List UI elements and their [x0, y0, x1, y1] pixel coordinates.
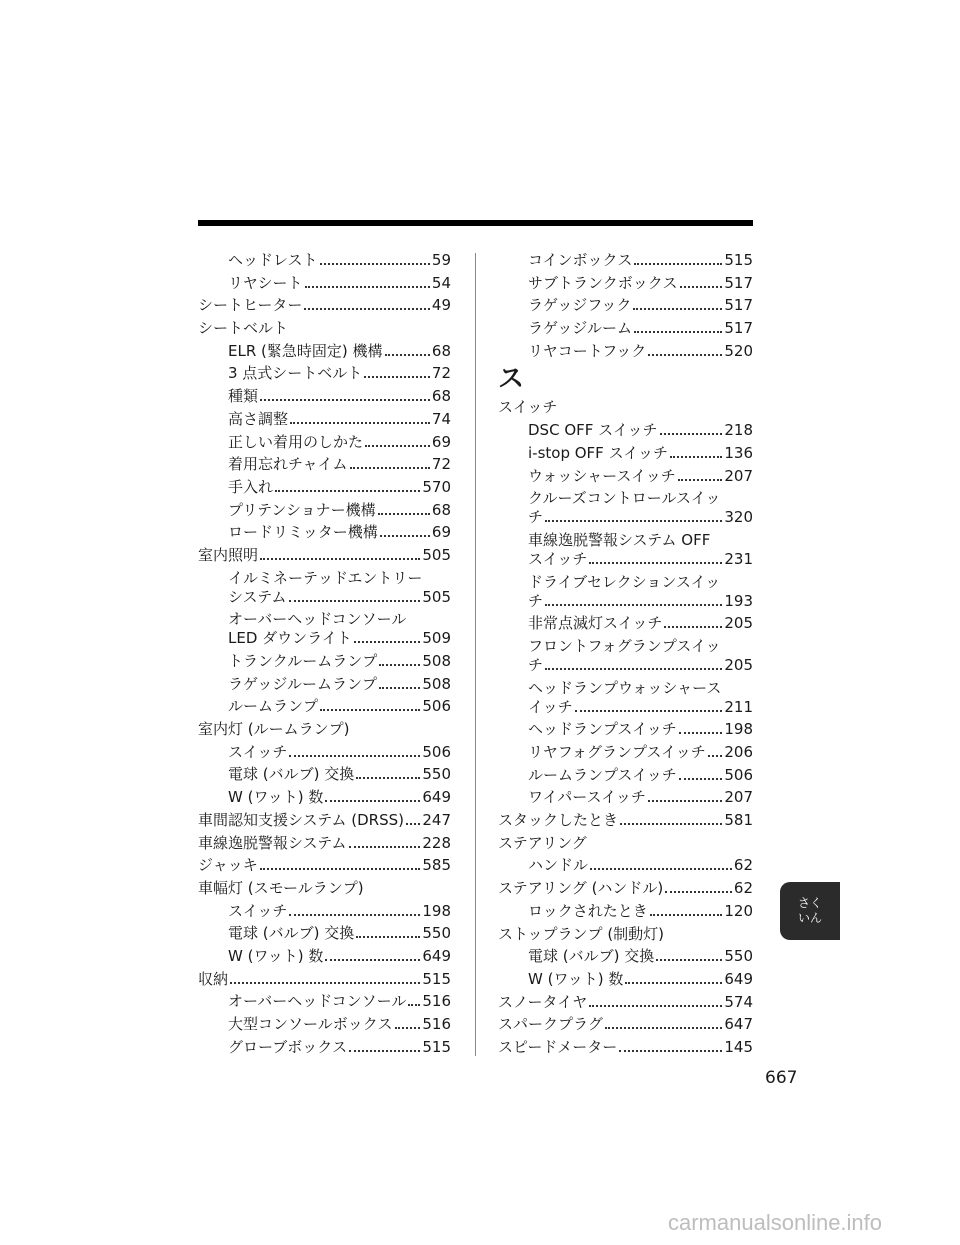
dot-leader	[305, 286, 430, 288]
dot-leader	[589, 562, 722, 564]
dot-leader	[670, 456, 722, 458]
entry-label: DSC OFF スイッチ	[528, 421, 658, 440]
entry-label: 着用忘れチャイム	[228, 455, 348, 474]
entry-page-number[interactable]: 218	[724, 421, 753, 440]
entry-label: サブトランクボックス	[528, 273, 678, 292]
entry-page-number[interactable]: 198	[422, 901, 451, 920]
entry-label: リヤコートフック	[528, 341, 647, 360]
dot-leader	[619, 1050, 722, 1052]
dot-leader	[304, 308, 430, 310]
index-entry	[198, 342, 451, 361]
entry-label: 種類	[228, 387, 259, 406]
dot-leader	[665, 891, 732, 893]
entry-label-line1: 車線逸脱警報システム OFF	[528, 530, 711, 549]
page-number: 667	[765, 1068, 798, 1088]
index-column-right	[498, 251, 753, 1061]
entry-page-number[interactable]: 68	[431, 387, 451, 406]
entry-page-number[interactable]: 205	[724, 655, 753, 674]
entry-label: シートヒーター	[198, 296, 303, 315]
entry-label: ステアリング (ハンドル)	[498, 879, 664, 898]
dot-leader	[545, 520, 722, 522]
index-entry	[198, 610, 451, 648]
entry-label: スノータイヤ	[498, 992, 588, 1011]
index-entry	[498, 573, 753, 611]
entry-label-line1: イルミネーテッドエントリー	[228, 568, 423, 587]
dot-leader	[320, 263, 430, 265]
entry-label: コインボックス	[528, 251, 633, 269]
entry-page-number[interactable]: 515	[724, 251, 753, 269]
entry-page-number[interactable]: 520	[724, 341, 753, 360]
entry-page-number[interactable]: 515	[422, 1037, 451, 1056]
entry-label: ELR (緊急時固定) 機構	[228, 341, 383, 360]
index-entry	[498, 970, 753, 989]
entry-label: ウォッシャースイッチ	[528, 466, 676, 485]
entry-label: ジャッキ	[198, 856, 258, 875]
entry-label-line1: ドライブセレクションスイッ	[528, 572, 721, 591]
dot-leader	[350, 467, 430, 469]
entry-page-number[interactable]: 505	[422, 545, 451, 564]
entry-page-number[interactable]: 205	[724, 614, 753, 633]
entry-label: 室内灯 (ルームランプ)	[198, 720, 350, 739]
index-entry	[198, 652, 451, 671]
index-entry	[198, 924, 451, 943]
index-entry	[198, 387, 451, 406]
entry-page-number[interactable]: 517	[724, 319, 753, 338]
dot-leader	[349, 846, 421, 848]
entry-page-number[interactable]: 120	[724, 901, 753, 920]
entry-label: スイッチ	[528, 549, 588, 568]
index-entry	[498, 531, 753, 569]
index-entry	[198, 1038, 451, 1057]
index-entry	[498, 879, 753, 898]
entry-label: トランクルームランプ	[228, 652, 378, 670]
entry-page-number[interactable]: 505	[422, 587, 451, 606]
entry-label: グローブボックス	[228, 1037, 348, 1056]
entry-label: 正しい着用のしかた	[228, 432, 364, 451]
index-entry	[498, 679, 753, 717]
entry-page-number[interactable]: 62	[733, 856, 753, 875]
entry-page-number[interactable]: 59	[431, 251, 451, 269]
entry-page-number[interactable]: 550	[422, 924, 451, 943]
entry-label: 電球 (バルブ) 交換	[228, 924, 355, 943]
index-entry	[498, 902, 753, 921]
index-entry	[198, 546, 451, 565]
dot-leader	[380, 535, 430, 537]
index-entry	[198, 410, 451, 429]
entry-label: 収納	[198, 969, 229, 988]
entry-label: チ	[528, 508, 544, 527]
index-entry	[498, 811, 753, 830]
entry-page-number[interactable]: 649	[422, 788, 451, 807]
entry-label: ヘッドレスト	[228, 251, 318, 269]
entry-page-number[interactable]: 649	[422, 946, 451, 965]
entry-page-number[interactable]: 515	[422, 969, 451, 988]
dot-leader	[354, 641, 421, 643]
dot-leader	[545, 604, 722, 606]
index-entry	[198, 765, 451, 784]
dot-leader	[290, 422, 430, 424]
dot-leader	[678, 479, 723, 481]
entry-page-number[interactable]: 68	[431, 341, 451, 360]
entry-label-line1: ヘッドランプウォッシャース	[528, 678, 722, 697]
dot-leader	[648, 354, 722, 356]
index-entry	[198, 720, 451, 739]
index-entry	[198, 478, 451, 497]
entry-label: ロードリミッター機構	[228, 523, 378, 542]
index-entry	[198, 902, 451, 921]
entry-label: スイッチ	[498, 398, 558, 417]
index-entry	[198, 1015, 451, 1034]
entry-label: 車間認知支援システム (DRSS)	[198, 810, 404, 829]
dot-leader	[708, 755, 723, 757]
section-heading: ス	[498, 364, 525, 395]
entry-page-number[interactable]: 193	[724, 591, 753, 610]
dot-leader	[260, 399, 430, 401]
index-entry	[198, 523, 451, 542]
entry-label: 3 点式シートベルト	[228, 364, 363, 383]
dot-leader	[679, 732, 723, 734]
entry-page-number[interactable]: 247	[422, 810, 451, 829]
dot-leader	[648, 800, 722, 802]
dot-leader	[634, 263, 722, 265]
dot-leader	[656, 959, 722, 961]
entry-label: プリテンショナー機構	[228, 500, 376, 519]
index-column-left	[198, 251, 451, 1060]
entry-page-number[interactable]: 647	[724, 1015, 753, 1034]
entry-page-number[interactable]: 516	[422, 1015, 451, 1033]
entry-label: W (ワット) 数	[228, 946, 324, 965]
index-entry	[498, 342, 753, 361]
dot-leader	[230, 982, 420, 984]
entry-page-number[interactable]: 508	[422, 652, 451, 670]
index-entry	[198, 947, 451, 966]
entry-label: ワイパースイッチ	[528, 788, 646, 807]
entry-label: ラゲッジフック	[528, 296, 632, 315]
dot-leader	[378, 513, 430, 515]
entry-label: チ	[528, 655, 544, 674]
dot-leader	[289, 755, 420, 757]
index-entry	[198, 433, 451, 452]
index-entry	[198, 856, 451, 875]
index-entry	[198, 569, 451, 607]
dot-leader	[320, 709, 420, 711]
index-entry	[198, 879, 451, 898]
entry-label: スタックしたとき	[498, 811, 619, 830]
dot-leader	[589, 1005, 722, 1007]
dot-leader	[634, 331, 722, 333]
index-entry	[498, 1038, 753, 1057]
index-entry	[198, 455, 451, 474]
dot-leader	[260, 868, 421, 870]
entry-page-number[interactable]: 574	[724, 992, 753, 1011]
index-entry	[498, 319, 753, 338]
index-entry	[498, 489, 753, 527]
dot-leader	[664, 626, 722, 628]
index-entry	[498, 925, 753, 944]
index-entry	[498, 398, 753, 417]
entry-label: 車幅灯 (スモールランプ)	[198, 878, 364, 897]
entry-page-number[interactable]: 649	[724, 969, 753, 988]
entry-page-number[interactable]: 211	[724, 697, 753, 716]
dot-leader	[349, 1050, 420, 1052]
dot-leader	[289, 914, 420, 916]
dot-leader	[590, 868, 732, 870]
dot-leader	[356, 777, 420, 779]
entry-label: W (ワット) 数	[228, 788, 324, 807]
index-entry	[498, 993, 753, 1012]
entry-label: ルームランプスイッチ	[528, 765, 677, 784]
dot-leader	[650, 914, 723, 916]
entry-label-line1: クルーズコントロールスイッ	[528, 489, 721, 508]
index-entry	[498, 766, 753, 785]
entry-page-number[interactable]: 570	[422, 477, 451, 496]
entry-label: システム	[228, 587, 287, 606]
index-entry	[498, 251, 753, 270]
side-tab-line2: いん	[797, 911, 822, 925]
entry-page-number[interactable]: 198	[724, 720, 753, 739]
dot-leader	[620, 823, 722, 825]
entry-page-number[interactable]: 506	[422, 697, 451, 716]
entry-page-number[interactable]: 506	[422, 742, 451, 761]
index-entry	[198, 743, 451, 762]
entry-page-number[interactable]: 517	[724, 273, 753, 292]
entry-label: ストップランプ (制動灯)	[498, 924, 665, 943]
index-entry	[498, 614, 753, 633]
top-rule	[198, 220, 753, 226]
entry-page-number[interactable]: 69	[431, 523, 451, 542]
entry-label-line1: オーバーヘッドコンソール	[228, 610, 407, 629]
entry-label: ラゲッジルーム	[528, 319, 633, 338]
entry-label: ロックされたとき	[528, 901, 648, 920]
index-entry	[198, 697, 451, 716]
index-entry	[198, 364, 451, 383]
index-entry	[498, 856, 753, 875]
index-entry	[198, 970, 451, 989]
entry-page-number[interactable]: 231	[724, 549, 753, 568]
entry-label: スパークプラグ	[498, 1015, 604, 1034]
dot-leader	[325, 800, 420, 802]
index-entry	[498, 274, 753, 293]
dot-leader	[356, 936, 420, 938]
index-entry	[198, 811, 451, 830]
dot-leader	[364, 376, 430, 378]
dot-leader	[385, 354, 430, 356]
index-entry	[198, 992, 451, 1011]
dot-leader	[575, 710, 723, 712]
entry-page-number[interactable]: 49	[431, 296, 451, 315]
index-entry	[198, 319, 451, 338]
entry-page-number[interactable]: 509	[422, 629, 451, 648]
dot-leader	[680, 286, 723, 288]
entry-page-number[interactable]: 68	[431, 500, 451, 519]
dot-leader	[275, 490, 420, 492]
dot-leader	[679, 778, 723, 780]
index-entry	[198, 675, 451, 694]
entry-label-line1: フロントフォグランプスイッ	[528, 636, 721, 655]
entry-page-number[interactable]: 585	[422, 856, 451, 875]
entry-page-number[interactable]: 207	[724, 788, 753, 807]
dot-leader	[379, 664, 420, 666]
index-entry	[498, 947, 753, 966]
entry-label: スピードメーター	[498, 1037, 618, 1056]
entry-label: オーバーヘッドコンソール	[228, 992, 407, 1011]
entry-label: スイッチ	[228, 901, 288, 920]
index-entry	[498, 1015, 753, 1034]
dot-leader	[395, 1027, 421, 1029]
entry-page-number[interactable]: 506	[724, 765, 753, 784]
entry-page-number[interactable]: 54	[431, 273, 451, 292]
entry-page-number[interactable]: 550	[724, 947, 753, 966]
entry-label: チ	[528, 591, 544, 610]
index-side-tab[interactable]	[780, 882, 840, 940]
entry-page-number[interactable]: 136	[724, 443, 753, 462]
entry-label: リヤフォグランプスイッチ	[528, 743, 706, 761]
entry-page-number[interactable]: 62	[733, 879, 753, 898]
entry-label: ハンドル	[528, 856, 589, 875]
index-entry	[498, 637, 753, 675]
entry-label: 電球 (バルブ) 交換	[228, 765, 355, 784]
dot-leader	[289, 600, 421, 602]
entry-label: 車線逸脱警報システム	[198, 833, 347, 852]
index-entry	[498, 720, 753, 739]
entry-label: ラゲッジルームランプ	[228, 674, 378, 693]
dot-leader	[406, 823, 420, 825]
index-entry	[498, 467, 753, 486]
entry-label: 手入れ	[228, 477, 274, 496]
dot-leader	[633, 308, 722, 310]
entry-page-number[interactable]: 508	[422, 674, 451, 693]
column-divider	[475, 253, 476, 1056]
index-entry	[498, 421, 753, 440]
index-entry	[498, 788, 753, 807]
index-entry	[198, 251, 451, 270]
entry-label: i-stop OFF スイッチ	[528, 443, 668, 462]
entry-page-number[interactable]: 206	[724, 743, 753, 761]
dot-leader	[625, 982, 722, 984]
dot-leader	[365, 445, 430, 447]
entry-page-number[interactable]: 517	[724, 296, 753, 315]
dot-leader	[325, 959, 420, 961]
entry-label: W (ワット) 数	[528, 969, 624, 988]
watermark: carmanualsonline.info	[668, 1210, 883, 1235]
dot-leader	[605, 1027, 722, 1029]
side-tab-line1: さく	[797, 896, 822, 910]
entry-page-number[interactable]: 320	[724, 508, 753, 527]
index-entry	[498, 834, 753, 853]
entry-label: シートベルト	[198, 319, 289, 338]
entry-label: ステアリング	[498, 833, 587, 852]
dot-leader	[408, 1004, 420, 1006]
entry-label: ルームランプ	[228, 697, 319, 716]
entry-page-number[interactable]: 72	[431, 455, 451, 474]
entry-label: 電球 (バルブ) 交換	[528, 947, 655, 966]
entry-label: 室内照明	[198, 545, 259, 564]
index-entry	[198, 834, 451, 853]
index-entry	[198, 274, 451, 293]
entry-label: 高さ調整	[228, 409, 289, 428]
entry-page-number[interactable]: 581	[724, 811, 753, 830]
entry-page-number[interactable]: 74	[431, 409, 451, 428]
index-entry	[198, 296, 451, 315]
index-entry	[198, 788, 451, 807]
entry-page-number[interactable]: 516	[422, 992, 451, 1011]
index-entry	[498, 296, 753, 315]
entry-page-number[interactable]: 69	[431, 432, 451, 451]
dot-leader	[660, 433, 723, 435]
entry-page-number[interactable]: 145	[724, 1037, 753, 1056]
entry-label: LED ダウンライト	[228, 629, 352, 648]
entry-page-number[interactable]: 72	[431, 364, 451, 383]
index-entry	[498, 444, 753, 463]
dot-leader	[260, 558, 420, 560]
entry-page-number[interactable]: 207	[724, 466, 753, 485]
index-entry	[198, 501, 451, 520]
dot-leader	[379, 687, 420, 689]
entry-label: ヘッドランプスイッチ	[528, 720, 677, 739]
entry-page-number[interactable]: 228	[422, 833, 451, 852]
entry-label: スイッチ	[228, 742, 288, 761]
dot-leader	[545, 668, 722, 670]
entry-label: イッチ	[528, 697, 573, 716]
entry-label: リヤシート	[228, 273, 303, 292]
entry-page-number[interactable]: 550	[422, 765, 451, 784]
entry-label: 非常点滅灯スイッチ	[528, 614, 663, 633]
entry-label: 大型コンソールボックス	[228, 1015, 393, 1033]
index-entry	[498, 743, 753, 762]
